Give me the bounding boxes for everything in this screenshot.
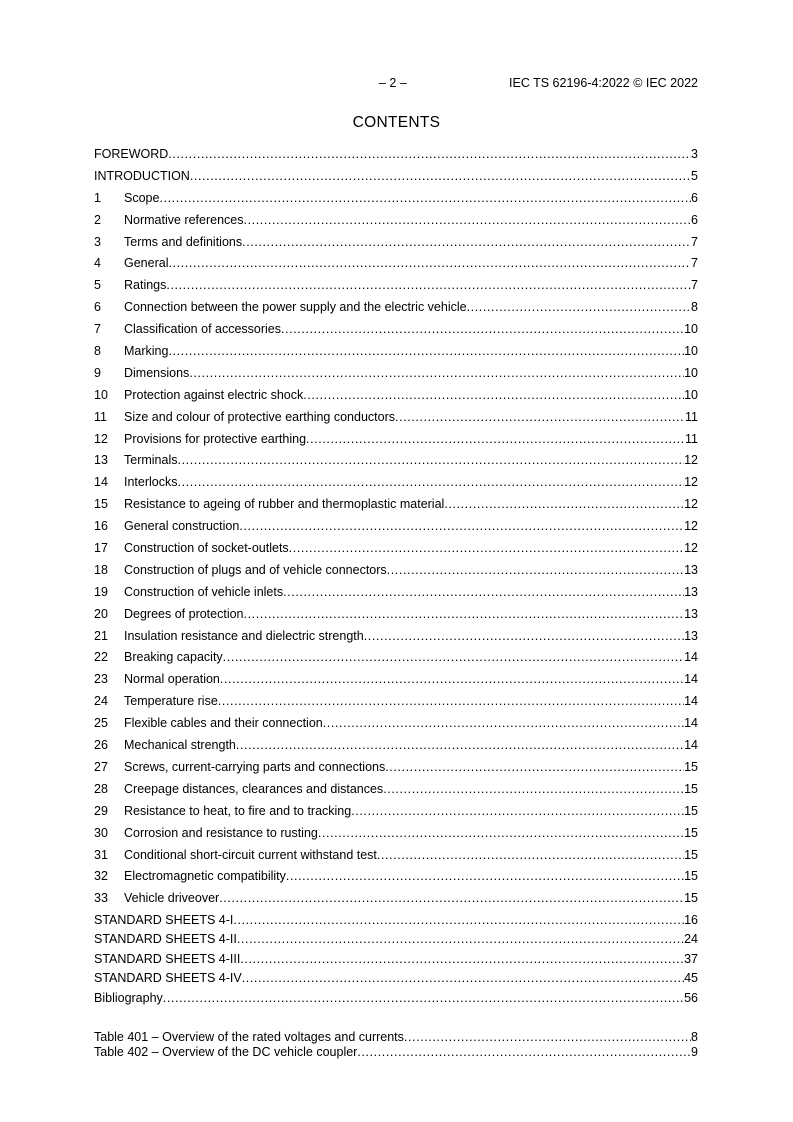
dot-leader bbox=[242, 969, 684, 988]
toc-entry-title: STANDARD SHEETS 4-I bbox=[94, 913, 234, 927]
toc-entry-title: Size and colour of protective earthing conductors bbox=[124, 409, 395, 424]
toc-entry[interactable] bbox=[94, 626, 698, 648]
dot-leader bbox=[218, 691, 684, 713]
dot-leader bbox=[168, 253, 691, 275]
toc-entry-page: 13 bbox=[684, 584, 698, 599]
dot-leader bbox=[233, 911, 684, 930]
toc-entry-title: Ratings bbox=[124, 278, 167, 293]
toc-entry-title: Conditional short-circuit current withstand test bbox=[124, 847, 377, 862]
toc-entry-page: 10 bbox=[684, 344, 698, 359]
toc-entry-title: FOREWORD bbox=[94, 147, 169, 161]
toc-entry[interactable] bbox=[94, 319, 698, 341]
toc-entry-page: 11 bbox=[685, 431, 698, 446]
toc-entry-title: STANDARD SHEETS 4-III bbox=[94, 951, 241, 966]
toc-entry-number: 1 bbox=[94, 190, 101, 205]
contents-title: CONTENTS bbox=[352, 114, 441, 131]
toc-entry-title: Bibliography bbox=[94, 990, 163, 1005]
dot-leader bbox=[357, 1045, 691, 1060]
toc-entry-page: 7 bbox=[691, 256, 698, 271]
dot-leader bbox=[168, 341, 684, 363]
toc-entry-number: 29 bbox=[94, 803, 108, 818]
toc-entry-page: 12 bbox=[684, 541, 698, 556]
toc-entry-page: 12 bbox=[684, 519, 698, 534]
table-list bbox=[94, 1030, 698, 1059]
toc-entry-number: 22 bbox=[94, 650, 108, 665]
toc-entry-page: 12 bbox=[684, 453, 698, 468]
toc-entry-title: Construction of vehicle inlets bbox=[124, 584, 284, 599]
toc-entry-number: 19 bbox=[94, 584, 108, 599]
toc-entry-title: Terms and definitions bbox=[124, 234, 243, 249]
toc-entry-page: 13 bbox=[684, 562, 698, 577]
dot-leader bbox=[178, 472, 685, 494]
dot-leader bbox=[306, 429, 685, 451]
toc-entry-page: 37 bbox=[684, 951, 698, 966]
toc-entry[interactable] bbox=[94, 297, 698, 319]
toc-entry-page: 9 bbox=[691, 1044, 698, 1059]
toc-entry-title: Provisions for protective earthing bbox=[124, 431, 307, 446]
annex-list bbox=[94, 911, 698, 1008]
toc-entry-page: 14 bbox=[684, 716, 698, 731]
toc-entry-page: 15 bbox=[684, 803, 698, 818]
toc-entry-page: 10 bbox=[684, 365, 698, 380]
toc-entry-page: 10 bbox=[684, 322, 698, 337]
dot-leader bbox=[236, 735, 684, 757]
dot-leader bbox=[286, 866, 684, 888]
toc-entry-number: 15 bbox=[94, 497, 108, 512]
toc-entry-page: 15 bbox=[684, 781, 698, 796]
dot-leader bbox=[240, 950, 684, 969]
toc-entry-page: 6 bbox=[691, 190, 698, 205]
toc-entry-number: 8 bbox=[94, 344, 101, 359]
toc-entry-page: 45 bbox=[684, 971, 698, 986]
toc-entry-title: General bbox=[124, 256, 169, 271]
toc-entry[interactable] bbox=[94, 582, 698, 604]
toc-entry-page: 14 bbox=[684, 650, 698, 665]
toc-entry[interactable] bbox=[94, 472, 698, 494]
toc-entry-number: 16 bbox=[94, 519, 108, 534]
toc-entry-number: 21 bbox=[94, 628, 108, 643]
dot-leader bbox=[377, 845, 684, 867]
toc-entry-page: 14 bbox=[684, 694, 698, 709]
toc-entry-title: Vehicle driveover bbox=[124, 891, 220, 906]
toc-entry[interactable] bbox=[94, 144, 698, 166]
toc-entry[interactable] bbox=[94, 560, 698, 582]
dot-leader bbox=[281, 319, 684, 341]
dot-leader bbox=[190, 166, 691, 188]
dot-leader bbox=[289, 538, 684, 560]
toc-entry-number: 23 bbox=[94, 672, 108, 687]
toc-entry[interactable] bbox=[94, 429, 698, 451]
toc-entry-title: Degrees of protection bbox=[124, 606, 244, 621]
dot-leader bbox=[244, 604, 685, 626]
document-id: IEC TS 62196-4:2022 © IEC 2022 bbox=[509, 76, 698, 90]
toc-entry-number: 10 bbox=[94, 387, 108, 402]
dot-leader bbox=[223, 647, 684, 669]
toc-entry[interactable] bbox=[94, 341, 698, 363]
toc-entry[interactable] bbox=[94, 253, 698, 275]
toc-entry[interactable] bbox=[94, 969, 698, 988]
toc-entry-number: 32 bbox=[94, 869, 108, 884]
toc-entry-page: 8 bbox=[691, 300, 698, 315]
toc-entry[interactable] bbox=[94, 735, 698, 757]
toc-entry-title: Breaking capacity bbox=[124, 650, 223, 665]
toc-entry[interactable] bbox=[94, 691, 698, 713]
toc-entry-page: 5 bbox=[691, 168, 698, 183]
dot-leader bbox=[383, 779, 684, 801]
toc-entry[interactable] bbox=[94, 1030, 698, 1045]
toc-entry-page: 15 bbox=[684, 891, 698, 906]
toc-entry-title: Creepage distances, clearances and distances bbox=[124, 781, 384, 796]
dot-leader bbox=[303, 385, 684, 407]
toc-entry[interactable] bbox=[94, 647, 698, 669]
toc-entry-title: Temperature rise bbox=[124, 694, 218, 709]
toc-entry-title: Resistance to ageing of rubber and thermoplastic material bbox=[124, 497, 445, 512]
toc-entry-title: Classification of accessories bbox=[124, 322, 282, 337]
toc-entry-number: 3 bbox=[94, 234, 101, 249]
toc-entry-number: 11 bbox=[94, 409, 107, 424]
toc-entry-title: Flexible cables and their connection bbox=[124, 716, 323, 731]
toc-entry-title: STANDARD SHEETS 4-II bbox=[94, 932, 237, 947]
toc-entry-number: 7 bbox=[94, 322, 101, 337]
dot-leader bbox=[395, 407, 685, 429]
toc-entry-title: Table 401 – Overview of the rated voltages and currents bbox=[94, 1030, 404, 1044]
toc-entry[interactable] bbox=[94, 166, 698, 188]
toc-entry-title: Table 402 – Overview of the DC vehicle coupler bbox=[94, 1044, 358, 1059]
toc-entry-page: 12 bbox=[684, 475, 698, 490]
dot-leader bbox=[318, 823, 684, 845]
page-number: – 2 – bbox=[379, 76, 407, 90]
toc-entry-page: 13 bbox=[684, 606, 698, 621]
toc-entry-page: 15 bbox=[684, 869, 698, 884]
toc-entry[interactable] bbox=[94, 494, 698, 516]
toc-entry-number: 14 bbox=[94, 475, 108, 490]
toc-entry[interactable] bbox=[94, 407, 698, 429]
dot-leader bbox=[244, 210, 692, 232]
toc-entry-title: Screws, current-carrying parts and connections bbox=[124, 759, 386, 774]
toc-entry[interactable] bbox=[94, 713, 698, 735]
toc-entry[interactable] bbox=[94, 188, 698, 210]
toc-entry-number: 5 bbox=[94, 278, 101, 293]
toc-entry[interactable] bbox=[94, 950, 698, 969]
dot-leader bbox=[467, 297, 691, 319]
toc-entry-page: 13 bbox=[684, 628, 698, 643]
toc-entry[interactable] bbox=[94, 801, 698, 823]
toc-entry[interactable] bbox=[94, 385, 698, 407]
dot-leader bbox=[387, 560, 684, 582]
toc-entry-page: 8 bbox=[691, 1030, 698, 1044]
toc-entry-number: 24 bbox=[94, 694, 108, 709]
toc-entry-title: INTRODUCTION bbox=[94, 168, 190, 183]
toc-entry-page: 7 bbox=[691, 278, 698, 293]
toc-entry-title: Normal operation bbox=[124, 672, 220, 687]
dot-leader bbox=[163, 989, 684, 1008]
toc-entry-title: Electromagnetic compatibility bbox=[124, 869, 286, 884]
toc-entry-title: Dimensions bbox=[124, 365, 190, 380]
dot-leader bbox=[189, 363, 684, 385]
toc-entry[interactable] bbox=[94, 779, 698, 801]
toc-entry[interactable] bbox=[94, 845, 698, 867]
dot-leader bbox=[242, 232, 691, 254]
toc-entry-page: 24 bbox=[684, 932, 698, 947]
toc-entry-number: 2 bbox=[94, 212, 101, 227]
toc-entry-number: 20 bbox=[94, 606, 108, 621]
toc-entry[interactable] bbox=[94, 888, 698, 910]
toc-entry[interactable] bbox=[94, 275, 698, 297]
toc-entry-number: 27 bbox=[94, 759, 108, 774]
dot-leader bbox=[444, 494, 684, 516]
dot-leader bbox=[351, 801, 684, 823]
toc-entry-page: 15 bbox=[684, 759, 698, 774]
dot-leader bbox=[385, 757, 684, 779]
dot-leader bbox=[168, 144, 691, 166]
toc-entry[interactable] bbox=[94, 1045, 698, 1060]
toc-entry-title: Construction of socket-outlets bbox=[124, 541, 289, 556]
toc-entry[interactable] bbox=[94, 516, 698, 538]
dot-leader bbox=[219, 888, 684, 910]
toc-entry-title: Mechanical strength bbox=[124, 738, 236, 753]
toc-entry-title: Interlocks bbox=[124, 475, 178, 490]
toc-entry-page: 15 bbox=[684, 825, 698, 840]
toc-entry[interactable] bbox=[94, 989, 698, 1008]
toc-entry-number: 18 bbox=[94, 562, 108, 577]
toc-entry-title: Insulation resistance and dielectric strength bbox=[124, 628, 364, 643]
toc-entry-title: Protection against electric shock bbox=[124, 387, 304, 402]
toc-entry-number: 28 bbox=[94, 781, 108, 796]
toc-entry-page: 12 bbox=[684, 497, 698, 512]
dot-leader bbox=[404, 1030, 691, 1045]
toc-entry-page: 14 bbox=[684, 672, 698, 687]
dot-leader bbox=[159, 188, 691, 210]
dot-leader bbox=[220, 669, 684, 691]
toc-entry-number: 12 bbox=[94, 431, 108, 446]
toc-entry-page: 7 bbox=[691, 234, 698, 249]
toc-entry-number: 17 bbox=[94, 541, 108, 556]
dot-leader bbox=[323, 713, 684, 735]
dot-leader bbox=[178, 450, 685, 472]
toc-entry-title: Terminals bbox=[124, 453, 178, 468]
dot-leader bbox=[239, 516, 684, 538]
toc-entry-number: 26 bbox=[94, 738, 108, 753]
toc-entry[interactable] bbox=[94, 911, 698, 930]
toc-entry-title: STANDARD SHEETS 4-IV bbox=[94, 971, 242, 986]
toc-entry-title: Connection between the power supply and the electric vehicle bbox=[124, 300, 467, 315]
toc-entry-number: 9 bbox=[94, 365, 101, 380]
toc-entry[interactable] bbox=[94, 363, 698, 385]
toc-entry-page: 15 bbox=[684, 847, 698, 862]
toc-entry[interactable] bbox=[94, 866, 698, 888]
clause-list bbox=[94, 144, 698, 910]
toc-entry[interactable] bbox=[94, 930, 698, 949]
toc-entry[interactable] bbox=[94, 757, 698, 779]
toc-entry[interactable] bbox=[94, 823, 698, 845]
toc-entry-title: Scope bbox=[124, 190, 160, 205]
dot-leader bbox=[283, 582, 684, 604]
toc-entry-number: 31 bbox=[94, 847, 108, 862]
toc-entry[interactable] bbox=[94, 604, 698, 626]
toc-entry-number: 4 bbox=[94, 256, 101, 271]
toc-entry-page: 14 bbox=[684, 738, 698, 753]
dot-leader bbox=[364, 626, 684, 648]
toc-entry-page: 3 bbox=[691, 147, 698, 161]
toc-entry[interactable] bbox=[94, 538, 698, 560]
toc-entry[interactable] bbox=[94, 232, 698, 254]
toc-entry-title: Resistance to heat, to fire and to tracking bbox=[124, 803, 352, 818]
toc-entry-title: Corrosion and resistance to rusting bbox=[124, 825, 318, 840]
toc-entry[interactable] bbox=[94, 210, 698, 232]
toc-entry-page: 10 bbox=[684, 387, 698, 402]
toc-entry-title: General construction bbox=[124, 519, 240, 534]
toc-entry-number: 13 bbox=[94, 453, 108, 468]
toc-entry-number: 6 bbox=[94, 300, 101, 315]
toc-entry-page: 16 bbox=[684, 913, 698, 927]
toc-entry[interactable] bbox=[94, 669, 698, 691]
toc-entry-title: Construction of plugs and of vehicle connectors bbox=[124, 562, 387, 577]
toc-entry-page: 11 bbox=[685, 409, 698, 424]
dot-leader bbox=[166, 275, 691, 297]
toc-entry-number: 30 bbox=[94, 825, 108, 840]
toc-entry-number: 25 bbox=[94, 716, 108, 731]
toc-entry-page: 56 bbox=[684, 990, 698, 1005]
dot-leader bbox=[237, 930, 684, 949]
page-header bbox=[0, 76, 793, 92]
toc-entry[interactable] bbox=[94, 450, 698, 472]
toc-entry-title: Normative references bbox=[124, 212, 244, 227]
toc-entry-title: Marking bbox=[124, 344, 169, 359]
toc-entry-number: 33 bbox=[94, 891, 108, 906]
toc-entry-page: 6 bbox=[691, 212, 698, 227]
